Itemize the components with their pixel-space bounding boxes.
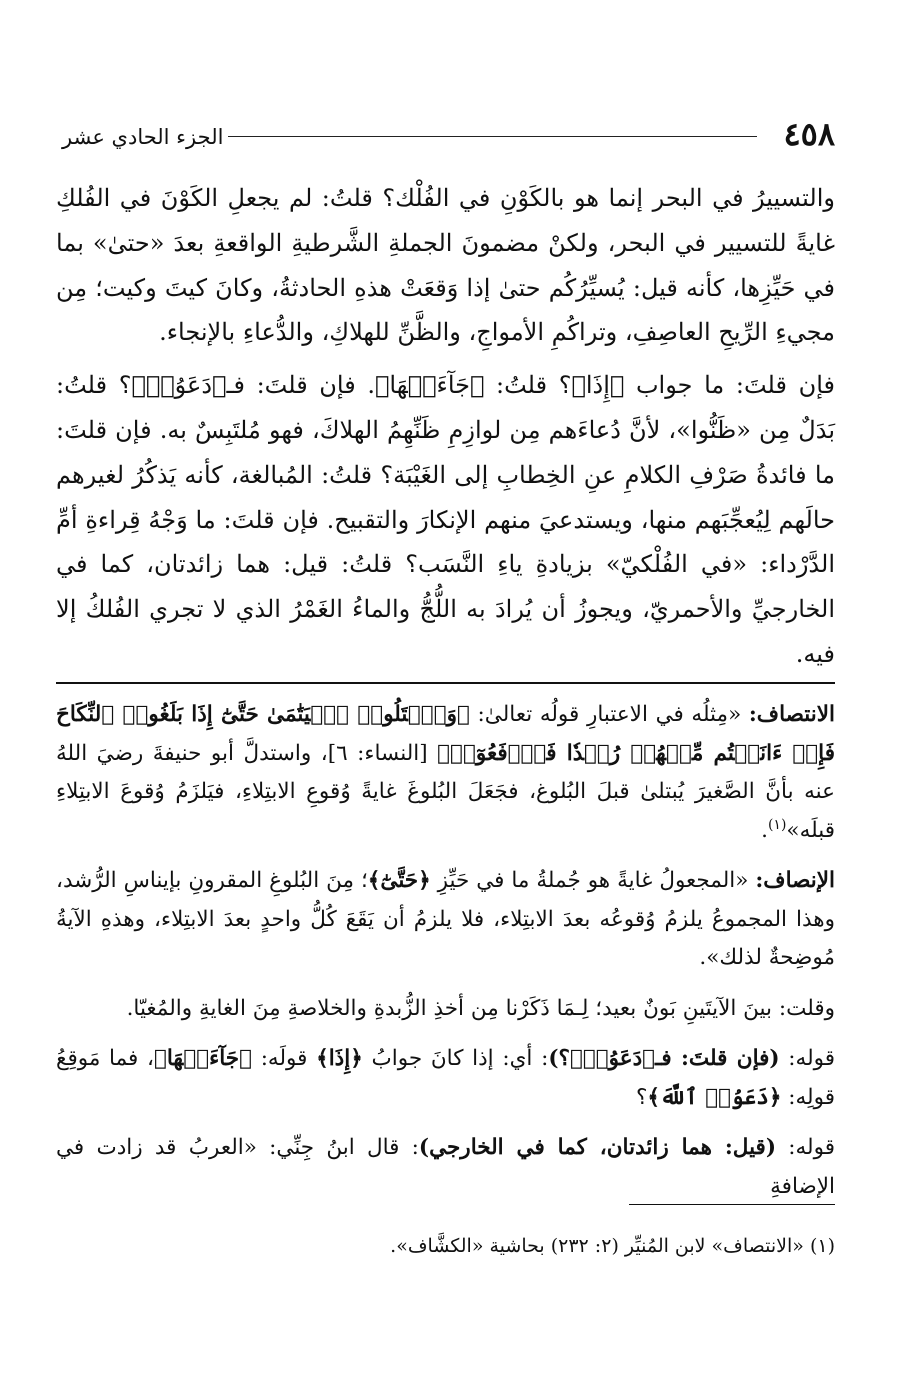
footnote-reference[interactable]: (١) (767, 816, 787, 833)
gloss-prefix: قوله: (776, 1135, 835, 1160)
gloss-zaidatan (56, 1129, 835, 1206)
gloss-dawaw (56, 1040, 835, 1117)
quran-quote: ﴿حَتَّىٰٓ﴾ (367, 868, 431, 893)
page-number: ٤٥٨ (783, 115, 835, 153)
intisaf-paragraph (56, 696, 835, 850)
intisaf-label: الانتصاف: (748, 702, 836, 727)
insaf-text: «المجعولُ غايةً هو جُملةُ ما في حَيِّزِ (430, 868, 756, 893)
quran-quote: ﴿إِذَا﴾ (316, 1046, 363, 1071)
quran-quote: ﴿دَعَوُا۟ ٱللَّهَ﴾ (647, 1084, 782, 1110)
gloss-lemma: (قيل: هما زائدتان، كما في الخارجي) (418, 1135, 777, 1160)
insaf-label: الإنصاف: (755, 868, 835, 893)
main-paragraph: فإن قلتَ: ما جواب ﴿إِذَا﴾؟ قلتُ: ﴿جَآءَتۡهَا﴾. فإن قلتَ: فـ﴿دَعَوُا۟﴾؟ قلتُ: بَدَلٌ مِن «ظَنُّوا»، لأنَّ دُعاءَهم مِن لوازِمِ ظَنِّهِمُ الهلاكَ، فهو مُلتَبِسٌ به. فإن قلتَ: ما فائدةُ صَرْفِ الكلامِ عنِ الخِطابِ إلى الغَيْبَة؟ قلتُ: المُبالغة، كأنه يَذكُرُ لغيرهم حالَهم لِيُعجِّبَهم منها، ويستدعيَ منهم الإنكارَ والتقبيح. فإن قلتَ: ما وَجْهُ قِراءةِ أمِّ الدَّرْداء: «في الفُلْكيّ» بزيادةِ ياءِ النَّسَب؟ قلتُ: قيل: هما زائدتان، كما في الخارجيِّ والأحمريّ، ويجوزُ أن يُرادَ به اللُّجُّ والماءُ الغَمْرُ الذي لا تجري الفُلكُ إلا فيه. (56, 371, 836, 668)
header-rule (228, 136, 757, 137)
insaf-text: ؛ مِنَ البُلوغِ المقرونِ بإيناسِ الرُّشد، وهذا المجموعُ يلزمُ وُقوعُه بعدَ الابتِلاء، فلا يلزمُ أن يَقَعَ كُلُّ واحدٍ بعدَ الابتِلاء، وهذهِ الآيةُ مُوضِحةٌ لذلك». (56, 868, 836, 970)
gloss-prefix: قوله: (779, 1046, 836, 1071)
quran-quote: ﴿وَٱبۡتَلُوا۟ ٱلۡيَتَٰمَىٰ حَتَّىٰٓ إِذَا بَلَغُوا۟ ٱلنِّكَاحَ فَإِنۡ ءَانَسۡتُم مِّنۡهُمۡ رُشۡدٗا فَٱدۡفَعُوٓا۟﴾ (56, 702, 835, 766)
gloss-lemma: (فإن قلتَ: فـ﴿دَعَوُا۟﴾؟) (548, 1046, 780, 1071)
punctuation: ؟ (635, 1084, 648, 1110)
gloss-text: قولَه: (251, 1046, 317, 1071)
page-header (56, 114, 835, 154)
main-text (56, 176, 835, 677)
insaf-paragraph (56, 862, 835, 978)
running-title: الجزء الحادي عشر (62, 125, 224, 149)
gloss-text: : قال ابنُ جِنِّي: «العربُ قد زادت في الإضافةِ (56, 1135, 835, 1199)
gloss-text: : أي: إذا كانَ جوابُ (362, 1046, 549, 1071)
intisaf-text: «مِثلُه في الاعتبارِ قولُه تعالىٰ: (469, 702, 749, 727)
intisaf-text: [النساء: ٦]، واستدلَّ أبو حنيفةَ رضيَ اللهُ عنه بأنَّ الصَّغيرَ يُبتلىٰ قبلَ البُلوغ، فجَعَلَ البُلوغَ غايةً وُقوعِ الابتِلاءِ، فيَلزَمُ وُقوعَ الابتِلاءِ قبلَه» (56, 740, 835, 843)
footnote-divider (629, 1204, 835, 1205)
punctuation: . (761, 817, 768, 843)
section-divider (56, 682, 835, 684)
main-paragraph: والتسييرُ في البحر إنما هو بالكَوْنِ في الفُلْك؟ قلتُ: لم يجعلِ الكَوْنَ في الفُلكِ غايةً للتسيير في البحر، ولكنْ مضمونَ الجملةِ الشَّرطيةِ الواقعةِ بعدَ «حتىٰ» بما في حَيِّزِها، كأنه قيل: يُسيِّرُكُم حتىٰ إذا وَقعَتْ هذهِ الحادثةُ، وكانَ كيتَ وكيت؛ مِن مجيءِ الرِّيحِ العاصِفِ، وتراكُمِ الأمواجِ، والظَّنِّ للهلاكِ، والدُّعاءِ بالإنجاء. (56, 184, 836, 347)
author-note: وقلت: بينَ الآيتَينِ بَونٌ بعيد؛ لِـمَا ذَكَرْنا مِن أخذِ الزُّبدةِ والخلاصةِ مِنَ الغايةِ والمُغيّا. (126, 995, 835, 1021)
commentary (56, 696, 835, 1206)
quran-quote: ﴿جَآءَتۡهَا﴾ (153, 1046, 252, 1071)
gloss-text: ، فما مَوقِعُ قولِه: (56, 1046, 835, 1110)
footnote: (١) «الانتصاف» لابن المُنيِّر (٢: ٢٣٢) بحاشية «الكشَّاف». (390, 1235, 835, 1257)
